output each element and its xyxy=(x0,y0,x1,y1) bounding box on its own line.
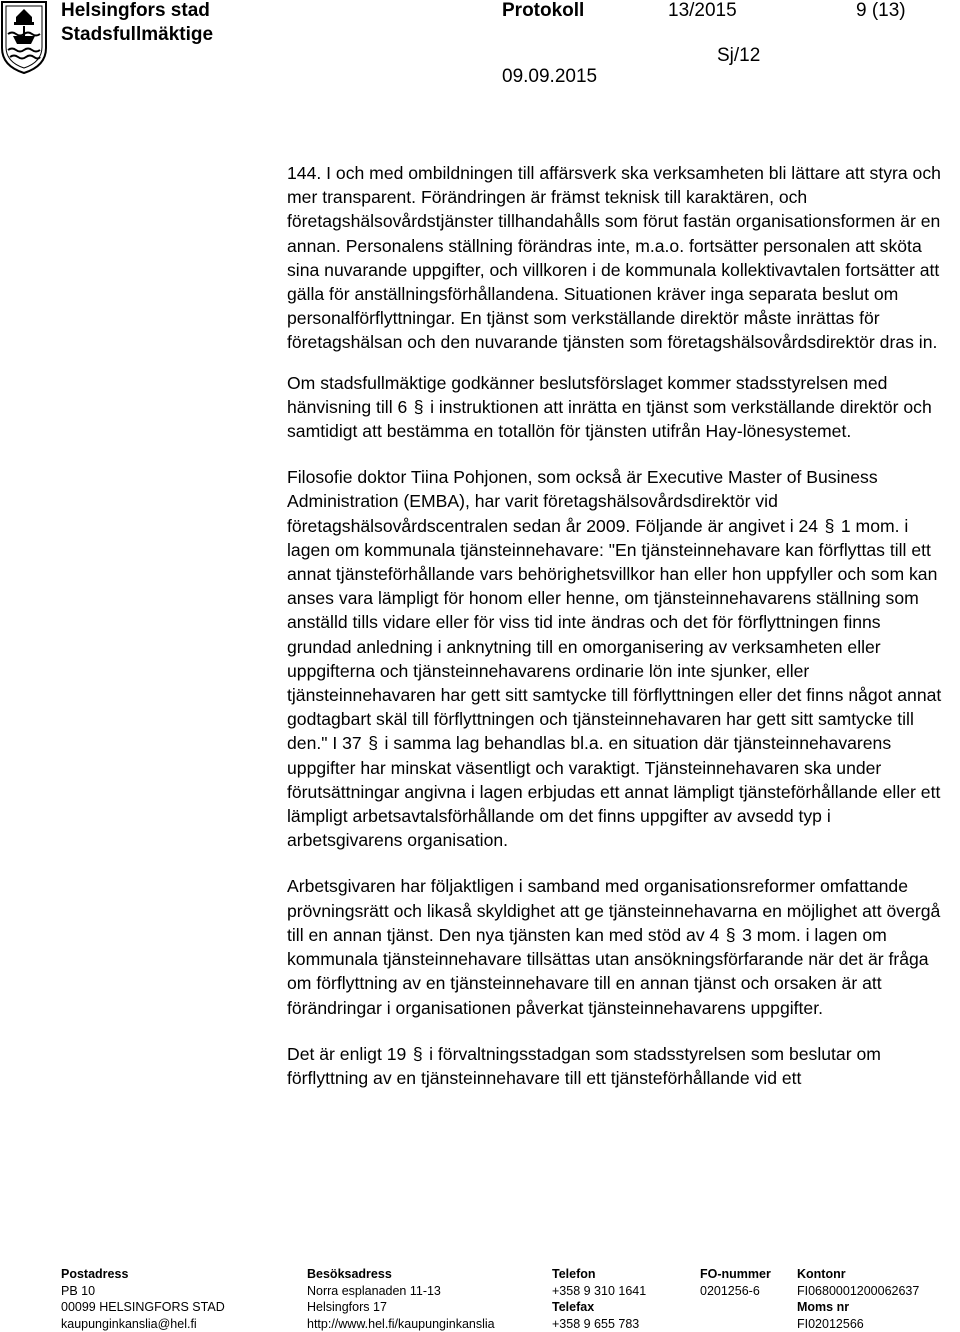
footer xyxy=(0,1266,960,1332)
paragraph-text: i instruktionen att inrätta en tjänst som verkställande direktör och samtidigt att bestämma en totallön för tjänsten utifrån Hay-lönesystemet. xyxy=(287,396,932,442)
paragraph xyxy=(287,371,947,444)
section-sign: § xyxy=(413,396,424,417)
footer-value: Norra esplanaden 11-13 xyxy=(307,1283,441,1298)
footer-postal-address xyxy=(61,1266,225,1332)
footer-label: Postadress xyxy=(61,1267,129,1281)
page-number: 9 (13) xyxy=(856,0,906,21)
footer-label: FO-nummer xyxy=(700,1267,771,1281)
section-sign: § xyxy=(368,733,379,754)
org-name: Helsingfors stad xyxy=(61,0,210,21)
footer-value: 0201256-6 xyxy=(700,1283,760,1298)
footer-website-link[interactable]: http://www.hel.fi/kaupunginkanslia xyxy=(307,1316,495,1331)
body-name: Stadsfullmäktige xyxy=(61,24,214,45)
footer-value: FI0680001200062637 xyxy=(797,1283,920,1298)
case-number: Sj/12 xyxy=(717,45,761,66)
document-body xyxy=(287,161,947,1112)
paragraph xyxy=(287,465,947,852)
footer-value: FI02012566 xyxy=(797,1316,864,1331)
paragraph-text: Arbetsgivaren har följaktligen i samband med organisationsreformer omfattande prövningsrätt och likaså skyldighet att ge tjänsteinnehavarna en möjlighet att övergå till en annan tjänst. Den nya tjänsten kan med stöd av 4 xyxy=(287,876,941,945)
paragraph xyxy=(287,1042,947,1090)
footer-label: Telefax xyxy=(552,1300,595,1314)
footer-value: 00099 HELSINGFORS STAD xyxy=(61,1300,225,1314)
footer-value: PB 10 xyxy=(61,1283,96,1298)
section-sign: § xyxy=(725,924,736,945)
section-sign: § xyxy=(412,1043,423,1064)
protocol-number: 13/2015 xyxy=(668,0,737,21)
meeting-date: 09.09.2015 xyxy=(502,66,598,87)
footer-account xyxy=(797,1266,919,1332)
footer-label: Kontonr xyxy=(797,1267,846,1281)
paragraph xyxy=(287,161,947,355)
footer-value: +358 9 655 783 xyxy=(552,1316,640,1331)
paragraph-text: Filosofie doktor Tiina Pohjonen, som också är Executive Master of Business Administration (EMBA), har varit företagshälsovårdsdirektör vid företagshälsovårdscentralen sedan år 2009. Följande är angivet i 24 xyxy=(287,467,878,536)
footer-label: Besöksadress xyxy=(307,1267,392,1281)
paragraph-text: 1 mom. i lagen om kommunala tjänsteinnehavare: "En tjänsteinnehavare kan förflyttas till ett annat tjänsteförhållande vars behörighetsvillkor han eller hon uppfyller och som kan anses vara lämpligt för honom eller henne, om tjänsteinnehavarens ställning som anställd tills vidare eller för viss tid inte ändras och det för förflyttningen finns grundad anledning i anknytning till en omorganisering av verksamheten eller uppgifterna och tjänsteinnehavarens ordinarie lön inte sjunker, eller tjänsteinnehavaren har gett sitt samtycke till förflyttningen eller det finns något annat godtagbart skäl till förflyttningen och tjänsteinnehavaren har gett sitt samtycke till den." I 37 xyxy=(287,515,942,754)
section-sign: § xyxy=(824,515,835,536)
paragraph-text: 3 mom. i lagen om kommunala tjänsteinnehavare tillsättas utan ansökningsförfarande när det är fråga om förflyttning av en tjänsteinnehavare till en annan tjänst och orsaken är att förändringar i organisationen påverkat tjänsteinnehavarens uppgifter. xyxy=(287,924,929,1018)
document-type: Protokoll xyxy=(502,0,585,21)
footer-label: Moms nr xyxy=(797,1300,850,1314)
paragraph-text: i förvaltningsstadgan som stadsstyrelsen som beslutar om förflyttning av en tjänsteinnehavare till ett tjänsteförhållande vid ett xyxy=(287,1043,881,1088)
footer-value: +358 9 310 1641 xyxy=(552,1283,647,1298)
paragraph xyxy=(287,874,947,1019)
footer-value: Helsingfors 17 xyxy=(307,1300,387,1314)
footer-business-id xyxy=(700,1266,771,1299)
paragraph-text: Det är enligt 19 xyxy=(287,1043,407,1064)
paragraph-text: i samma lag behandlas bl.a. en situation där tjänsteinnehavarens uppgifter har minskat väsentligt och varaktigt. Tjänsteinnehavaren ska under förutsättningar angivna i lagen erbjudas ett annat lämpligt tjänsteförhållande eller ett lämpligt arbetsavtalsförhållande om det finns uppgifter av avsedd typ i arbetsgivarens organisation. xyxy=(287,733,941,851)
helsinki-coat-of-arms-icon xyxy=(0,0,48,75)
footer-phone xyxy=(552,1266,646,1332)
footer-email-link[interactable]: kaupunginkanslia@hel.fi xyxy=(61,1316,197,1331)
paragraph-text: Om stadsfullmäktige godkänner beslutsförslaget kommer stadsstyrelsen med hänvisning till 6 xyxy=(287,372,888,417)
footer-label: Telefon xyxy=(552,1267,596,1281)
footer-visiting-address xyxy=(307,1266,495,1332)
paragraph-text: 144. I och med ombildningen till affärsverk ska verksamheten bli lättare att styra och mer transparent. Förändringen är främst teknisk till karaktären, och företagshälsovårdstjänster tillhandahålls som förut fastän organisationsformen är en annan. Personalens ställning förändras inte, m.a.o. fortsätter personalen att sköta sina nuvarande uppgifter, och villkoren i de kommunala kollektivavtalen fortsätter att gälla för anställningsförhållandena. Situationen kräver inga separata beslut om personalförflyttningar. En tjänst som verkställande direktör måste inrättas för företagshälsan och den nuvarande tjänsten som företagshälsovårdsdirektör dras in. xyxy=(287,163,941,353)
